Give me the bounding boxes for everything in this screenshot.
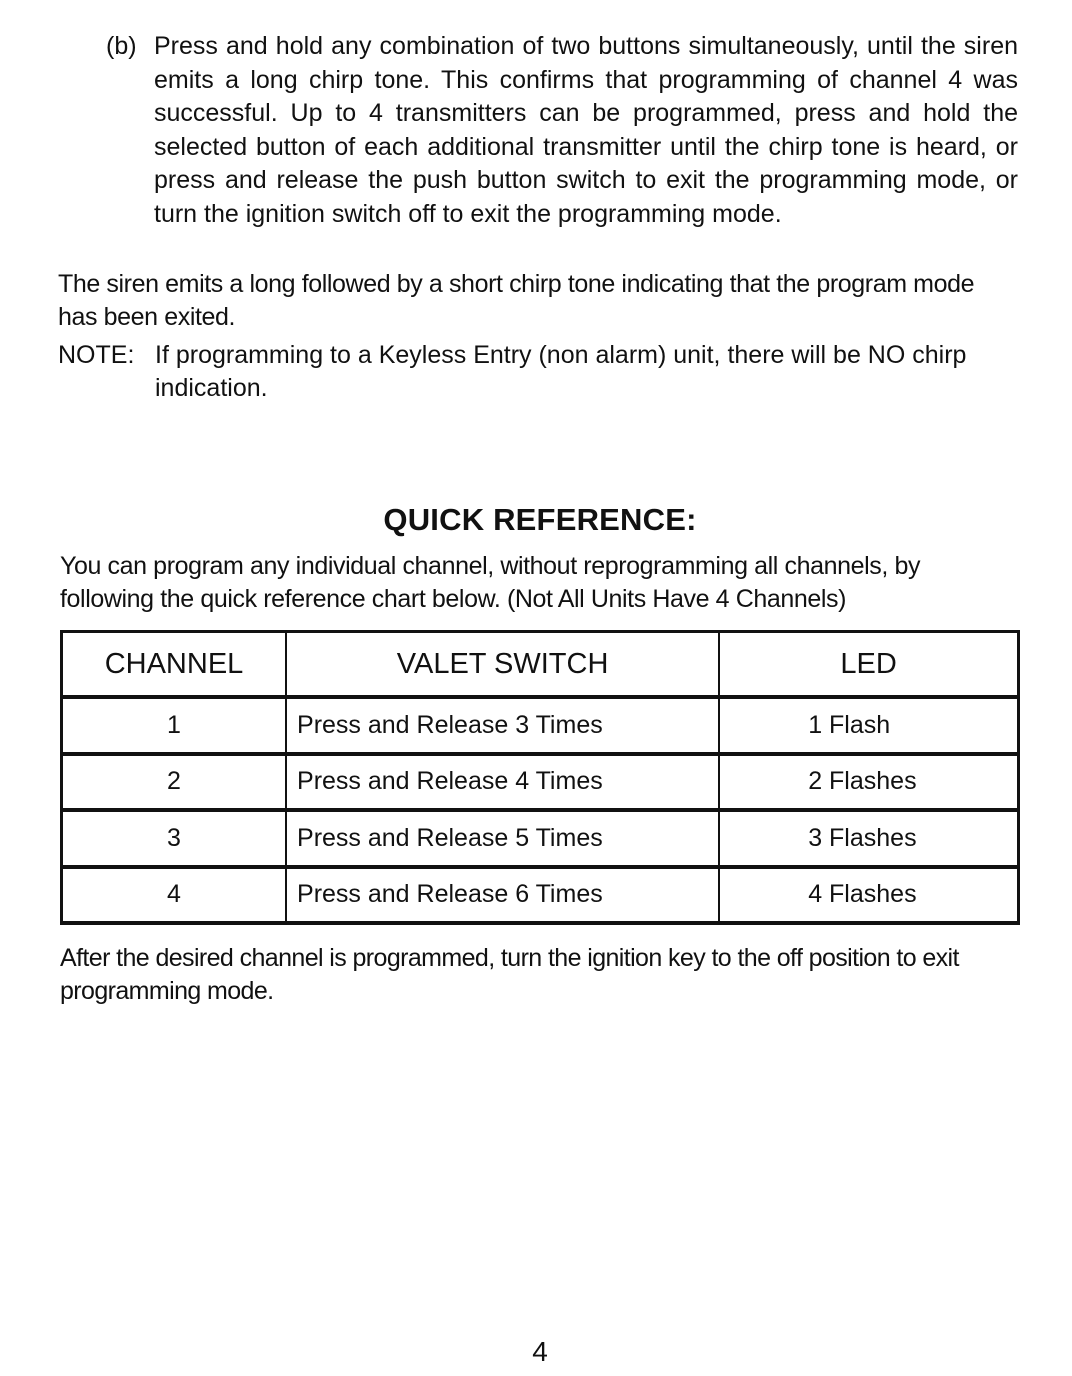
header-channel: CHANNEL — [62, 632, 287, 698]
header-valet-switch: VALET SWITCH — [286, 632, 719, 698]
step-b-text: Press and hold any combination of two buttons simultaneously, until the siren emits a long chirp tone. This confirms that programming of channel 4 was successful. Up to 4 transmitters can be programmed, press and hold the selected button of each additional transmitter until the chirp tone is heard, or press and release the push button switch to exit the programming mode, or turn the ignition switch off to exit the programming mode. — [154, 32, 1018, 228]
table-row — [62, 754, 1019, 811]
exit-paragraph: The siren emits a long followed by a short chirp tone indicating that the program mode has been exited. — [58, 270, 975, 331]
page-number: 4 — [532, 1336, 548, 1367]
valet-cell: Press and Release 5 Times — [286, 810, 719, 867]
channel-cell: 3 — [62, 810, 287, 867]
led-cell: 2 Flashes — [719, 754, 1018, 811]
after-paragraph: After the desired channel is programmed, turn the ignition key to the off position to exit programming mode. — [60, 944, 959, 1005]
note-text: If programming to a Keyless Entry (non alarm) unit, there will be NO chirp indication. — [155, 341, 967, 402]
table-header-row — [62, 632, 1019, 698]
channel-cell: 2 — [62, 754, 287, 811]
step-b-marker: (b) — [106, 32, 137, 60]
step-b — [106, 30, 1018, 231]
led-cell: 3 Flashes — [719, 810, 1018, 867]
quick-reference-table — [60, 630, 1020, 925]
table-row — [62, 867, 1019, 924]
valet-cell: Press and Release 6 Times — [286, 867, 719, 924]
section-heading: QUICK REFERENCE: — [383, 502, 697, 537]
led-cell: 4 Flashes — [719, 867, 1018, 924]
channel-cell: 4 — [62, 867, 287, 924]
valet-cell: Press and Release 4 Times — [286, 754, 719, 811]
intro-paragraph: You can program any individual channel, without reprogramming all channels, by following the quick reference chart below. (Not All Units Have 4 Channels) — [60, 552, 921, 613]
table-row — [62, 810, 1019, 867]
header-led: LED — [719, 632, 1018, 698]
led-cell: 1 Flash — [719, 697, 1018, 754]
note-label: NOTE: — [58, 341, 135, 369]
note — [58, 339, 1018, 405]
table-row — [62, 697, 1019, 754]
channel-cell: 1 — [62, 697, 287, 754]
valet-cell: Press and Release 3 Times — [286, 697, 719, 754]
